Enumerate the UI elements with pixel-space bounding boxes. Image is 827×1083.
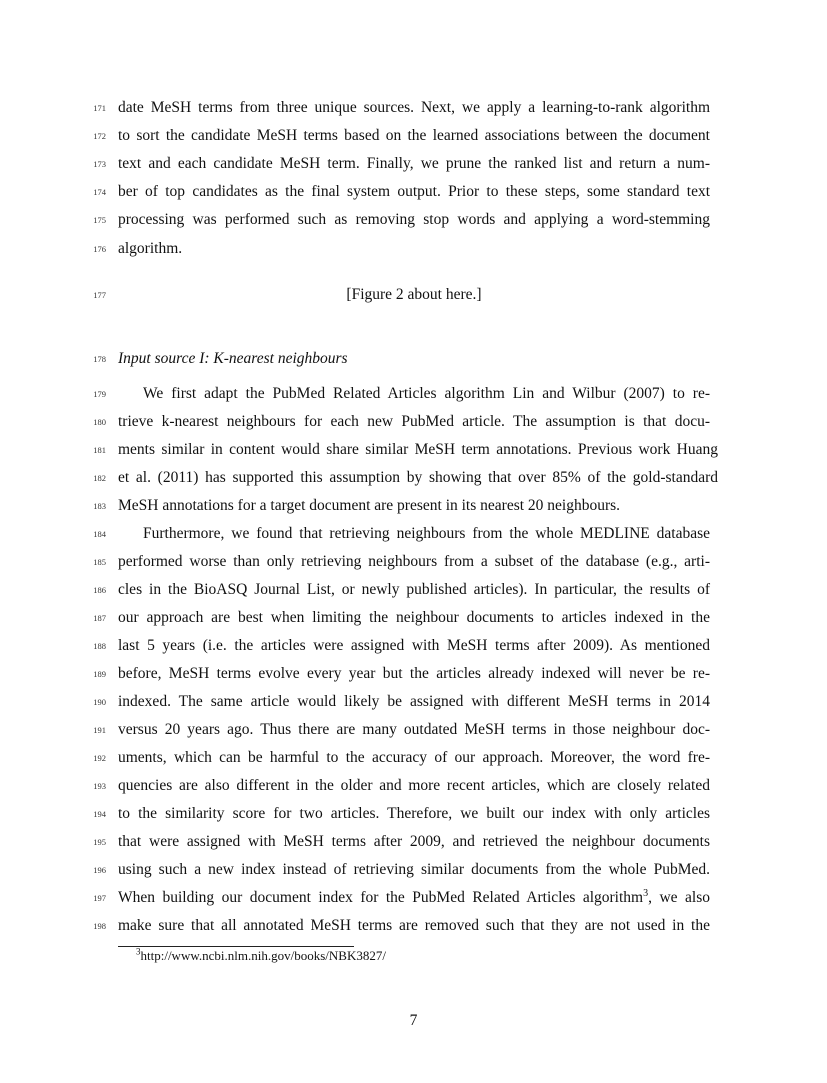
- text-line: [0, 856, 827, 884]
- line-text: last 5 years (i.e. the articles were assigned with MeSH terms after 2009). As mentioned: [118, 637, 710, 654]
- text-line: [0, 122, 827, 150]
- line-number: 185: [93, 557, 106, 567]
- figure-placeholder: [0, 281, 827, 309]
- line-number: 188: [93, 641, 106, 651]
- text-line: [0, 660, 827, 688]
- line-text: algorithm.: [118, 240, 183, 257]
- line-text: make sure that all annotated MeSH terms are removed such that they are not used in the: [118, 917, 710, 934]
- text-line: [0, 576, 827, 604]
- footnote-number: 3: [136, 946, 141, 957]
- line-text-main: When building our document index for the PubMed Related Articles algorithm: [118, 889, 644, 906]
- line-text-continued: , we also: [648, 889, 710, 906]
- text-line: [0, 380, 827, 408]
- footnote: [136, 946, 386, 966]
- text-line: [0, 688, 827, 716]
- text-line: [0, 828, 827, 856]
- line-number: 192: [93, 753, 106, 763]
- line-text: quencies are also different in the older and more recent articles, which are closely related: [118, 777, 710, 794]
- footnote-marker: 3: [643, 887, 649, 899]
- text-line: [0, 884, 827, 912]
- line-text: MeSH annotations for a target document are present in its nearest 20 neighbours.: [118, 497, 621, 514]
- line-number: 186: [93, 585, 106, 595]
- line-text: ber of top candidates as the final system output. Prior to these steps, some standard text: [118, 183, 710, 200]
- text-line: [0, 716, 827, 744]
- section-heading-text: Input source I: K-nearest neighbours: [118, 350, 348, 367]
- line-text: using such a new index instead of retrieving similar documents from the whole PubMed.: [118, 861, 710, 878]
- line-number: 190: [93, 697, 106, 707]
- line-text: that were assigned with MeSH terms after 2009, and retrieved the neighbour documents: [118, 833, 710, 850]
- line-number: 191: [93, 725, 106, 735]
- text-line: [0, 800, 827, 828]
- line-text: to the similarity score for two articles. Therefore, we built our index with only articles: [118, 805, 710, 822]
- line-number: 179: [93, 389, 106, 399]
- line-number: 175: [93, 215, 106, 225]
- text-line: [0, 94, 827, 122]
- line-text: Furthermore, we found that retrieving neighbours from the whole MEDLINE database: [143, 525, 710, 542]
- text-line: [0, 206, 827, 234]
- text-line: [0, 436, 827, 464]
- line-text: [118, 884, 710, 912]
- line-number: 177: [93, 290, 106, 300]
- footnote-url: http://www.ncbi.nlm.nih.gov/books/NBK3827/: [140, 948, 386, 963]
- text-line: [0, 150, 827, 178]
- text-line: [0, 520, 827, 548]
- text-line: [0, 548, 827, 576]
- line-number: 183: [93, 501, 106, 511]
- line-number: 184: [93, 529, 106, 539]
- line-text: to sort the candidate MeSH terms based on the learned associations between the document: [118, 127, 710, 144]
- text-line: [0, 492, 827, 520]
- text-line: [0, 772, 827, 800]
- line-text: trieve k-nearest neighbours for each new PubMed article. The assumption is that docu-: [118, 413, 710, 430]
- line-number: 176: [93, 244, 106, 254]
- text-line: [0, 178, 827, 206]
- line-text: cles in the BioASQ Journal List, or newly published articles). In particular, the results of: [118, 581, 710, 598]
- text-line: [0, 408, 827, 436]
- line-number: 174: [93, 187, 106, 197]
- line-text: processing was performed such as removing stop words and applying a word-stemming: [118, 211, 710, 228]
- line-text: our approach are best when limiting the neighbour documents to articles indexed in the: [118, 609, 710, 626]
- line-number: 194: [93, 809, 106, 819]
- line-text: before, MeSH terms evolve every year but the articles already indexed will never be re-: [118, 665, 710, 682]
- line-text: text and each candidate MeSH term. Finally, we prune the ranked list and return a num-: [118, 155, 710, 172]
- line-text: et al. (2011) has supported this assumption by showing that over 85% of the gold-standard: [118, 469, 718, 486]
- line-number: 171: [93, 103, 106, 113]
- line-number: 193: [93, 781, 106, 791]
- line-text: versus 20 years ago. Thus there are many outdated MeSH terms in those neighbour doc-: [118, 721, 710, 738]
- line-number: 195: [93, 837, 106, 847]
- line-text: indexed. The same article would likely be assigned with different MeSH terms in 2014: [118, 693, 710, 710]
- section-heading: [0, 345, 827, 373]
- text-line: [0, 912, 827, 940]
- page-number: 7: [409, 1012, 418, 1029]
- line-number: 173: [93, 159, 106, 169]
- text-line: [0, 464, 827, 492]
- line-number: 172: [93, 131, 106, 141]
- line-number: 180: [93, 417, 106, 427]
- line-number: 182: [93, 473, 106, 483]
- line-number: 196: [93, 865, 106, 875]
- line-text: date MeSH terms from three unique sources. Next, we apply a learning-to-rank algorithm: [118, 99, 710, 116]
- line-text: ments similar in content would share similar MeSH term annotations. Previous work Huang: [118, 441, 718, 458]
- line-number: 187: [93, 613, 106, 623]
- line-number: 178: [93, 354, 106, 364]
- text-line: [0, 632, 827, 660]
- line-number: 198: [93, 921, 106, 931]
- line-number: 197: [93, 893, 106, 903]
- text-line: [0, 604, 827, 632]
- text-line: [0, 235, 827, 263]
- line-number: 181: [93, 445, 106, 455]
- line-text: uments, which can be harmful to the accuracy of our approach. Moreover, the word fre-: [118, 749, 710, 766]
- line-text: We first adapt the PubMed Related Articles algorithm Lin and Wilbur (2007) to re-: [143, 385, 710, 402]
- line-text: performed worse than only retrieving neighbours from a subset of the database (e.g., arti-: [118, 553, 710, 570]
- text-line: [0, 744, 827, 772]
- line-number: 189: [93, 669, 106, 679]
- figure-placeholder-text: [Figure 2 about here.]: [346, 286, 482, 303]
